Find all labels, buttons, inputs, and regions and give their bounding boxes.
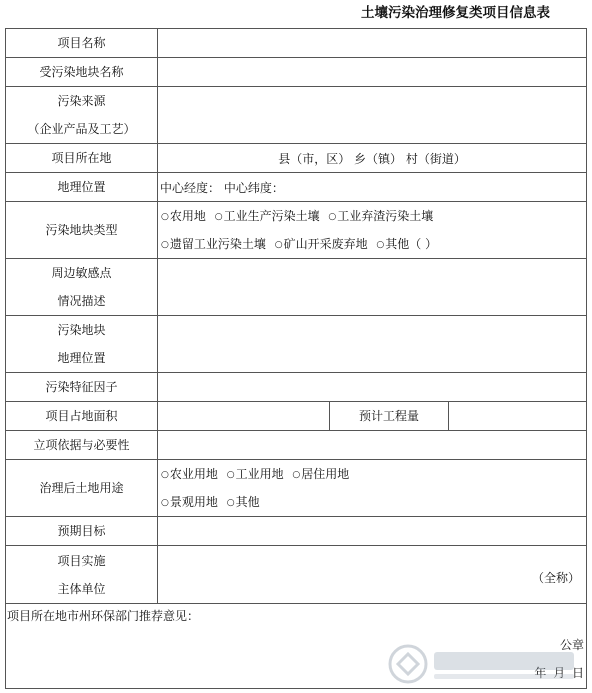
label-sensitive (6, 259, 158, 316)
label-site-type: 污染地块类型 (6, 202, 158, 259)
label-land-use: 治理后土地用途 (6, 460, 158, 517)
label-site-geo-line1: 污染地块 (57, 323, 106, 337)
field-area[interactable] (158, 402, 330, 431)
row-unit (6, 546, 587, 604)
row-site-name (6, 58, 587, 87)
field-unit[interactable] (158, 546, 587, 604)
field-site-name[interactable] (158, 58, 587, 87)
small-circle-icon: ○ (214, 211, 223, 222)
small-circle-icon: ○ (292, 469, 301, 480)
row-source (6, 87, 587, 144)
option-industrial-soil[interactable]: ○工业生产污染土壤 (215, 209, 320, 223)
label-sensitive-line1: 周边敏感点 (51, 266, 112, 280)
field-source[interactable] (158, 87, 587, 144)
field-geo[interactable]: 中心经度： 中心纬度： (158, 173, 587, 202)
small-circle-icon: ○ (161, 211, 169, 222)
option-farmland[interactable]: ○农用地 (161, 209, 206, 223)
field-location[interactable]: 县（市，区） 乡（镇） 村（街道） (158, 144, 587, 173)
option-landscape[interactable]: ○景观用地 (161, 495, 218, 509)
label-geo: 地理位置 (6, 173, 158, 202)
small-circle-icon: ○ (161, 239, 169, 250)
row-project-name (6, 29, 587, 58)
small-circle-icon: ○ (226, 497, 235, 508)
option-legacy-industrial-soil[interactable]: ○遗留工业污染土壤 (161, 237, 266, 251)
label-quantity: 预计工程量 (330, 402, 449, 431)
row-sensitive (6, 259, 587, 316)
row-factors (6, 373, 587, 402)
label-site-name: 受污染地块名称 (6, 58, 158, 87)
field-site-type (158, 202, 587, 259)
label-basis: 立项依据与必要性 (6, 431, 158, 460)
label-site-geo (6, 316, 158, 373)
date-label: 年 月 日 (534, 666, 585, 680)
label-project-name: 项目名称 (6, 29, 158, 58)
row-site-geo (6, 316, 587, 373)
row-location (6, 144, 587, 173)
label-source-line2: （企业产品及工艺） (27, 122, 136, 136)
small-circle-icon: ○ (226, 469, 235, 480)
label-site-geo-line2: 地理位置 (57, 351, 106, 365)
label-source-line1: 污染来源 (57, 94, 106, 108)
label-unit-line2: 主体单位 (57, 581, 106, 596)
row-site-type (6, 202, 587, 259)
label-sensitive-line2: 情况描述 (57, 294, 106, 308)
option-agricultural[interactable]: ○农业用地 (161, 467, 218, 481)
recommend-label: 项目所在地市州环保部门推荐意见： (7, 609, 200, 623)
option-industrial-waste-soil[interactable]: ○工业弃渣污染土壤 (328, 209, 433, 223)
label-unit-line1: 项目实施 (57, 553, 106, 568)
field-site-geo[interactable] (158, 316, 587, 373)
label-target: 预期目标 (6, 517, 158, 546)
label-area: 项目占地面积 (6, 402, 158, 431)
field-quantity[interactable] (449, 402, 587, 431)
small-circle-icon: ○ (328, 211, 337, 222)
small-circle-icon: ○ (376, 239, 385, 250)
option-industrial[interactable]: ○工业用地 (227, 467, 284, 481)
label-source (6, 87, 158, 144)
row-recommend (6, 604, 587, 689)
field-sensitive[interactable] (158, 259, 587, 316)
small-circle-icon: ○ (161, 469, 169, 480)
field-basis[interactable] (158, 431, 587, 460)
option-residential[interactable]: ○居住用地 (292, 467, 349, 481)
label-location: 项目所在地 (6, 144, 158, 173)
row-land-use (6, 460, 587, 517)
field-land-use (158, 460, 587, 517)
form-title: 土壤污染治理修复类项目信息表 (361, 5, 550, 21)
label-unit (6, 546, 158, 604)
row-geo (6, 173, 587, 202)
label-factors: 污染特征因子 (6, 373, 158, 402)
seal-label: 公章 (560, 638, 585, 652)
option-land-other[interactable]: ○其他 (227, 495, 260, 509)
unit-full-name-note: （全称） (532, 571, 581, 585)
field-project-name[interactable] (158, 29, 587, 58)
field-recommend[interactable] (6, 604, 587, 689)
project-info-table (5, 28, 587, 689)
option-other[interactable]: ○其他（ ） (376, 237, 437, 251)
small-circle-icon: ○ (161, 497, 169, 508)
field-target[interactable] (158, 517, 587, 546)
row-basis (6, 431, 587, 460)
row-area (6, 402, 587, 431)
small-circle-icon: ○ (274, 239, 283, 250)
field-factors[interactable] (158, 373, 587, 402)
option-abandoned-mine[interactable]: ○矿山开采废弃地 (275, 237, 368, 251)
row-target (6, 517, 587, 546)
